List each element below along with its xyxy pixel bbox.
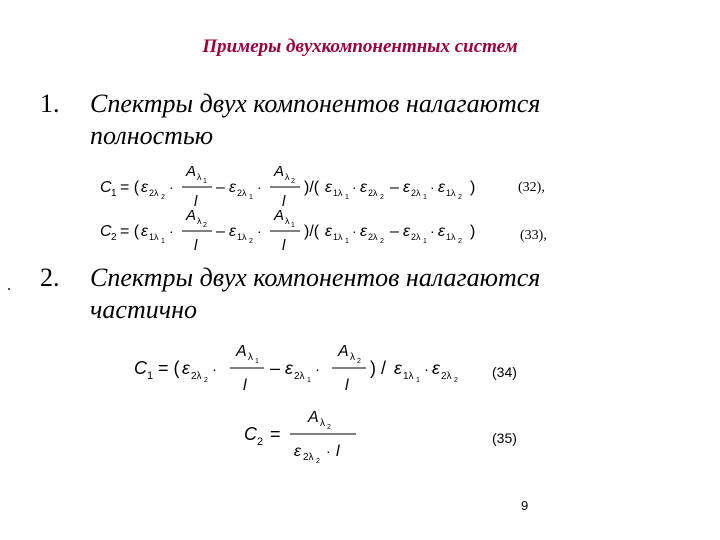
svg-text:2: 2 [454, 377, 458, 384]
svg-text:2: 2 [458, 194, 462, 201]
stray-dot [8, 288, 10, 290]
svg-text:2λ: 2λ [368, 188, 378, 198]
equation-label-32: (32), [518, 180, 545, 195]
svg-text:ε: ε [394, 358, 402, 378]
svg-text:λ: λ [350, 352, 355, 363]
svg-text:·: · [169, 179, 174, 195]
svg-text:2λ: 2λ [191, 371, 202, 382]
list-text: Спектры двух компонентов налагаются частично [90, 263, 541, 324]
svg-text:–: – [270, 358, 281, 378]
svg-text:·: · [257, 223, 262, 239]
svg-text:1λ: 1λ [149, 232, 159, 242]
svg-text:·: · [424, 361, 429, 378]
svg-text:λ: λ [285, 216, 290, 226]
svg-text:l: l [282, 237, 286, 254]
svg-text:2: 2 [327, 424, 331, 431]
svg-text:·: · [212, 361, 217, 378]
svg-text:l: l [194, 193, 198, 210]
svg-text:ε: ε [285, 358, 293, 378]
svg-text:ε: ε [141, 179, 149, 196]
slide-title: Примеры двухкомпонентных систем [202, 36, 518, 57]
svg-text:A: A [338, 343, 349, 360]
svg-text:·: · [430, 223, 435, 239]
svg-text:2λ: 2λ [294, 371, 305, 382]
svg-text:ε: ε [325, 223, 333, 240]
svg-text:1λ: 1λ [446, 188, 456, 198]
svg-text:1: 1 [147, 370, 154, 382]
svg-text:1λ: 1λ [237, 232, 247, 242]
equation-35 [240, 402, 370, 468]
svg-text:= (: = ( [120, 179, 140, 196]
svg-text:A: A [186, 207, 197, 224]
svg-text:1: 1 [423, 194, 427, 201]
svg-text:l: l [345, 377, 349, 394]
svg-text:2λ: 2λ [411, 232, 421, 242]
svg-text:ε: ε [438, 179, 446, 196]
svg-text:λ: λ [197, 172, 202, 182]
svg-text:A: A [274, 207, 285, 224]
svg-text:ε: ε [141, 223, 149, 240]
svg-text:ε: ε [294, 443, 302, 460]
svg-text:A: A [308, 409, 319, 426]
svg-text:C: C [100, 179, 112, 196]
svg-text:·: · [257, 179, 262, 195]
svg-text:–: – [216, 179, 225, 196]
svg-text:2: 2 [204, 377, 208, 384]
svg-text:C: C [244, 424, 257, 444]
equation-label-33: (33), [520, 228, 547, 243]
svg-text:1: 1 [423, 238, 427, 245]
svg-text:2: 2 [291, 178, 295, 185]
svg-text:ε: ε [360, 223, 368, 240]
svg-text:–: – [390, 223, 399, 240]
svg-text:ε: ε [438, 223, 446, 240]
svg-text:ε: ε [432, 358, 440, 378]
svg-text:1: 1 [203, 178, 207, 185]
svg-text:C: C [100, 223, 112, 240]
svg-text:1λ: 1λ [446, 232, 456, 242]
svg-text:2: 2 [161, 194, 165, 201]
svg-text:2λ: 2λ [441, 371, 452, 382]
svg-text:1: 1 [416, 377, 420, 384]
svg-text:1: 1 [161, 238, 165, 245]
svg-text:= (: = ( [120, 223, 140, 240]
svg-text:1: 1 [111, 188, 117, 199]
svg-text:2λ: 2λ [149, 188, 159, 198]
equation-label-35: (35) [492, 430, 517, 446]
svg-text:l: l [243, 377, 247, 394]
svg-text:2: 2 [357, 358, 361, 365]
svg-text:2: 2 [380, 238, 384, 245]
svg-text:–: – [216, 223, 225, 240]
svg-text:A: A [274, 163, 285, 180]
svg-text:A: A [236, 343, 247, 360]
svg-text:2: 2 [203, 222, 207, 229]
svg-text:=: = [270, 424, 281, 444]
svg-text:λ: λ [320, 418, 325, 429]
svg-text:)/(: )/( [304, 223, 320, 240]
list-number: 2. [40, 263, 60, 292]
svg-text:·: · [430, 179, 435, 195]
svg-text:l: l [282, 193, 286, 210]
svg-text:2: 2 [111, 232, 117, 243]
svg-text:)/(: )/( [304, 179, 320, 196]
svg-text:2: 2 [316, 458, 320, 465]
svg-text:λ: λ [248, 352, 253, 363]
equation-33 [98, 204, 498, 262]
svg-text:1: 1 [255, 358, 259, 365]
svg-text:·: · [315, 361, 320, 378]
svg-text:l: l [194, 237, 198, 254]
svg-text:ε: ε [229, 223, 237, 240]
svg-text:·: · [169, 223, 174, 239]
svg-text:1λ: 1λ [403, 371, 414, 382]
svg-text:): ) [470, 179, 476, 196]
svg-text:1: 1 [291, 222, 295, 229]
svg-text:= (: = ( [158, 358, 180, 378]
equation-label-34: (34) [492, 364, 517, 380]
svg-text:C: C [134, 358, 147, 378]
svg-text:2: 2 [380, 194, 384, 201]
svg-text:2λ: 2λ [411, 188, 421, 198]
svg-text:1: 1 [307, 377, 311, 384]
svg-text:·: · [352, 179, 357, 195]
svg-text:ε: ε [229, 179, 237, 196]
svg-text:λ: λ [285, 172, 290, 182]
svg-text:λ: λ [197, 216, 202, 226]
svg-text:ε: ε [403, 179, 411, 196]
svg-text:2λ: 2λ [237, 188, 247, 198]
svg-text:1λ: 1λ [333, 232, 343, 242]
svg-text:) /: ) / [370, 358, 386, 378]
equation-34 [132, 338, 472, 402]
list-number: 1. [40, 89, 60, 118]
list-text: Спектры двух компонентов налагаются полностью [90, 89, 541, 150]
svg-text:ε: ε [360, 179, 368, 196]
svg-text:·: · [352, 223, 357, 239]
svg-text:2: 2 [257, 436, 264, 448]
page-number: 9 [521, 498, 529, 513]
svg-text:A: A [186, 163, 197, 180]
svg-text:1λ: 1λ [333, 188, 343, 198]
svg-text:l: l [336, 443, 340, 460]
svg-text:2: 2 [249, 238, 253, 245]
svg-text:–: – [390, 179, 399, 196]
svg-text:1: 1 [249, 194, 253, 201]
svg-text:): ) [470, 223, 476, 240]
svg-text:ε: ε [403, 223, 411, 240]
svg-text:2: 2 [458, 238, 462, 245]
svg-text:·: · [326, 443, 331, 459]
svg-text:ε: ε [182, 358, 190, 378]
svg-text:1: 1 [345, 238, 349, 245]
svg-text:1: 1 [345, 194, 349, 201]
svg-text:2λ: 2λ [368, 232, 378, 242]
svg-text:ε: ε [325, 179, 333, 196]
svg-text:2λ: 2λ [303, 452, 314, 463]
